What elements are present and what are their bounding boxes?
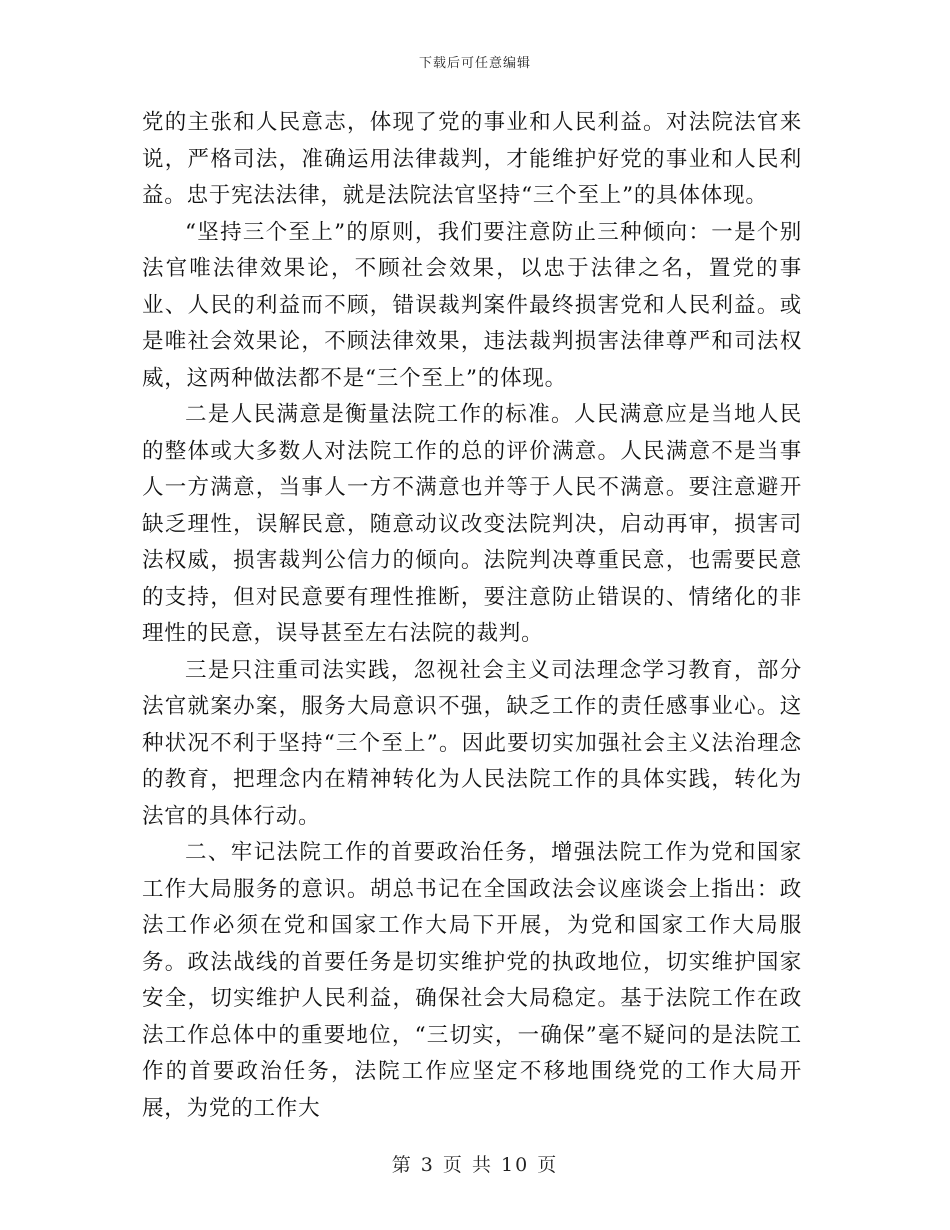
paragraph-1: 党的主张和人民意志，体现了党的事业和人民利益。对法院法官来说，严格司法，准确运用法律裁判，才能维护好党的事业和人民利益。忠于宪法法律，就是法院法官坚持“三个至上”的具体体现。 bbox=[142, 110, 802, 208]
paragraph-4: 三是只注重司法实践，忽视社会主义司法理念学习教育，部分法官就案办案，服务大局意识不强，缺乏工作的责任感事业心。这种状况不利于坚持“三个至上”。因此要切实加强社会主义法治理念的教育，把理念内在精神转化为人民法院工作的具体实践，转化为法官的具体行动。 bbox=[142, 657, 802, 829]
paragraph-2: “坚持三个至上”的原则，我们要注意防止三种倾向：一是个别法官唯法律效果论，不顾社会效果，以忠于法律之名，置党的事业、人民的利益而不顾，错误裁判案件最终损害党和人民利益。或是唯社会效果论，不顾法律效果，违法裁判损害法律尊严和司法权威，这两种做法都不是“三个至上”的体现。 bbox=[142, 219, 802, 391]
document-body bbox=[142, 105, 802, 1127]
paragraph-3: 二是人民满意是衡量法院工作的标准。人民满意应是当地人民的整体或大多数人对法院工作的总的评价满意。人民满意不是当事人一方满意，当事人一方不满意也并等于人民不满意。要注意避开缺乏理性，误解民意，随意动议改变法院判决，启动再审，损害司法权威，损害裁判公信力的倾向。法院判决尊重民意，也需要民意的支持，但对民意要有理性推断，要注意防止错误的、情绪化的非理性的民意，误导甚至左右法院的裁判。 bbox=[142, 402, 802, 646]
paragraph-5: 二、牢记法院工作的首要政治任务，增强法院工作为党和国家工作大局服务的意识。胡总书记在全国政法会议座谈会上指出：政法工作必须在党和国家工作大局下开展，为党和国家工作大局服务。政法战线的首要任务是切实维护党的执政地位，切实维护国家安全，切实维护人民利益，确保社会大局稳定。基于法院工作在政法工作总体中的重要地位，“三切实，一确保”毫不疑问的是法院工作的首要政治任务，法院工作应坚定不移地围绕党的工作大局开展，为党的工作大 bbox=[142, 840, 802, 1121]
page-number: 第 3 页 共 10 页 bbox=[391, 1154, 559, 1176]
page-header: 下载后可任意编辑 bbox=[418, 56, 531, 71]
